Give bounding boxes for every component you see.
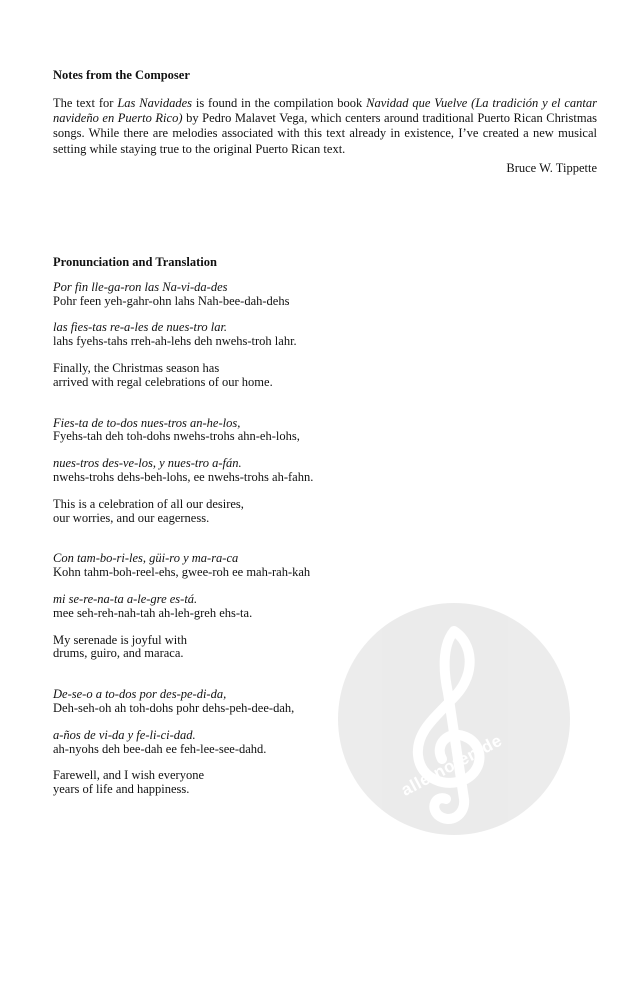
notes-heading: Notes from the Composer: [53, 68, 190, 82]
spanish-lyric-line: Fies-ta de to-dos nues-tros an-he-los,: [53, 415, 241, 430]
lyric-pair: [53, 417, 597, 445]
spanish-lyric-line: nues-tros des-ve-los, y nues-tro a-fán.: [53, 456, 242, 471]
notes-text-run: The text for: [53, 96, 118, 110]
phonetic-line: Pohr feen yeh-gahr-ohn lahs Nah-bee-dah-dehs: [53, 293, 290, 308]
notes-italic-title: Navidad que Vuelve (La tradición y el cantar navideño en Puerto Rico): [53, 96, 597, 126]
translation-line: arrived with regal celebrations of our home.: [53, 374, 273, 389]
spanish-lyric-line: las fies-tas re-a-les de nues-tro lar.: [53, 320, 228, 335]
lyric-pair: [53, 457, 597, 485]
treble-clef-icon: [338, 603, 570, 835]
lyric-pair: [53, 321, 597, 349]
translation-line: our worries, and our eagerness.: [53, 510, 210, 525]
phonetic-line: lahs fyehs-tahs rreh-ah-lehs deh nwehs-troh lahr.: [53, 334, 297, 349]
spanish-lyric-line: De-se-o a to-dos por des-pe-di-da,: [53, 687, 227, 702]
translation-line: This is a celebration of all our desires,: [53, 496, 244, 511]
phonetic-line: Deh-seh-oh ah toh-dohs pohr dehs-peh-dee-dah,: [53, 700, 295, 715]
phonetic-line: nwehs-trohs dehs-beh-lohs, ee nwehs-trohs ah-fahn.: [53, 469, 314, 484]
phonetic-line: ah-nyohs deh bee-dah ee feh-lee-see-dahd.: [53, 741, 267, 756]
stanza: [53, 417, 597, 526]
spanish-lyric-line: Por fin lle-ga-ron las Na-vi-da-des: [53, 279, 228, 294]
pronunciation-heading: Pronunciation and Translation: [53, 254, 217, 269]
phonetic-line: Kohn tahm-boh-reel-ehs, gwee-roh ee mah-rah-kah: [53, 565, 311, 580]
lyric-pair: [53, 281, 597, 309]
translation-line: My serenade is joyful with: [53, 632, 188, 647]
translation-block: [53, 498, 597, 526]
watermark-text: alle-noten.de: [398, 730, 506, 800]
translation-block: [53, 362, 597, 390]
lyric-pair: [53, 552, 597, 580]
phonetic-line: mee seh-reh-nah-tah ah-leh-greh ehs-ta.: [53, 605, 253, 620]
notes-paragraph: [53, 96, 597, 157]
translation-line: drums, guiro, and maraca.: [53, 646, 184, 661]
composer-signature: Bruce W. Tippette: [506, 160, 597, 175]
translation-line: years of life and happiness.: [53, 782, 190, 797]
translation-line: Farewell, and I wish everyone: [53, 768, 204, 783]
notes-text-run: is found in the compilation book: [192, 96, 367, 110]
notes-italic-title: Las Navidades: [117, 96, 192, 110]
spanish-lyric-line: a-ños de vi-da y fe-li-ci-dad.: [53, 727, 196, 742]
watermark-seal: [338, 603, 570, 835]
spanish-lyric-line: mi se-re-na-ta a-le-gre es-tá.: [53, 591, 198, 606]
notes-text-run: by Pedro Malavet Vega, which centers around traditional Puerto Rican Christmas songs. While there are melodies associated with this text already in existence, I’ve created a new musical setting while staying true to the original Puerto Rican text.: [53, 111, 597, 156]
spanish-lyric-line: Con tam-bo-ri-les, güi-ro y ma-ra-ca: [53, 551, 239, 566]
phonetic-line: Fyehs-tah deh toh-dohs nwehs-trohs ahn-eh-lohs,: [53, 429, 300, 444]
stanza: [53, 281, 597, 390]
translation-line: Finally, the Christmas season has: [53, 361, 220, 375]
